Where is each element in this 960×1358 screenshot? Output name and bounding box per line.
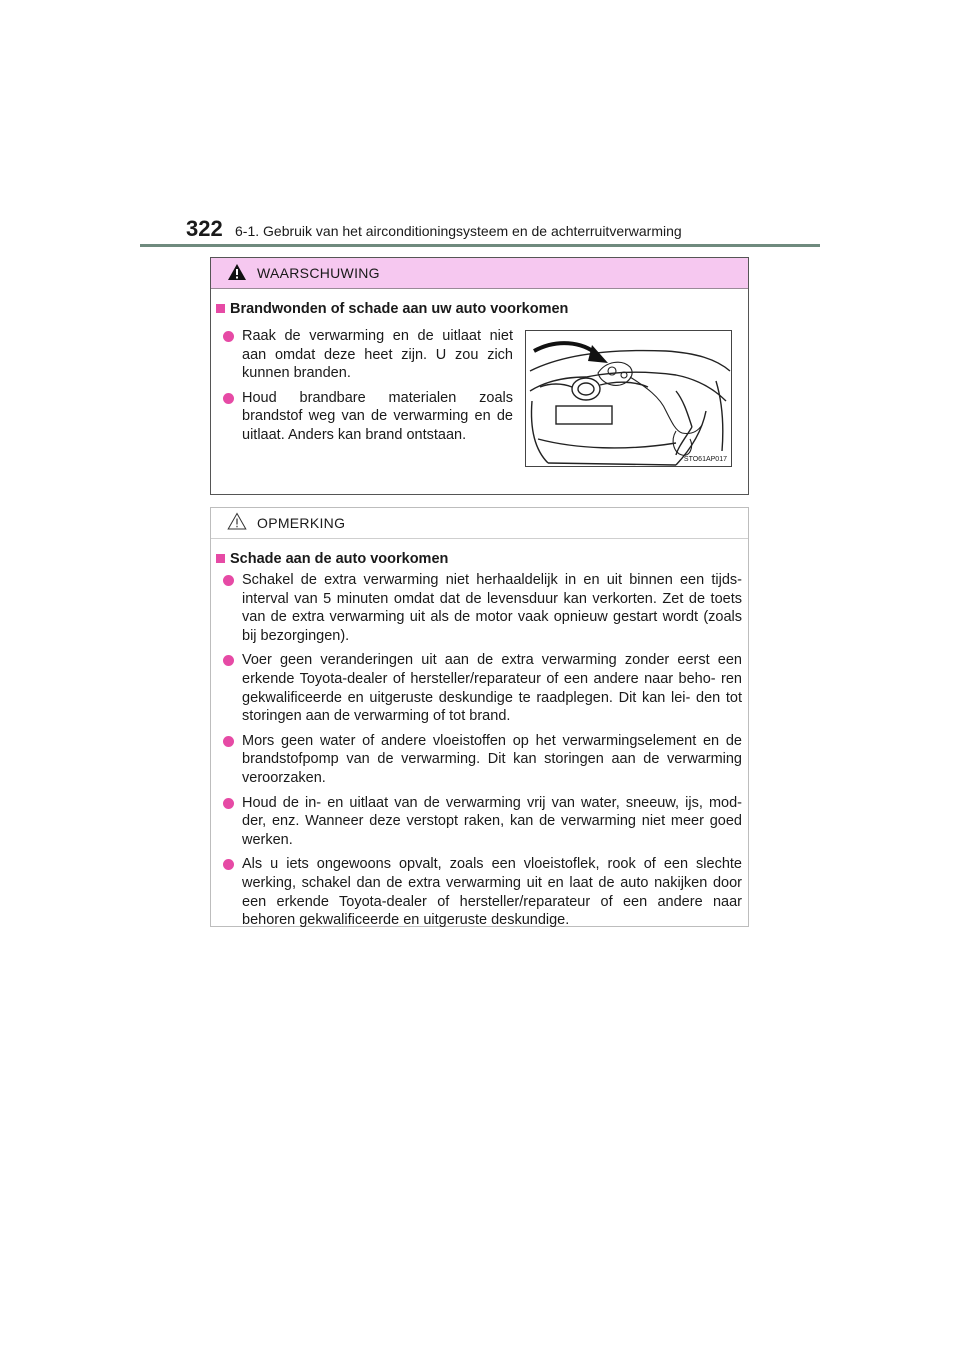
list-item: Houd de in- en uitlaat van de verwarming vrij van water, sneeuw, ijs, mod- der, enz. Wanneer deze verstopt raken, kan de verwarming niet meer goed werken. (223, 794, 742, 850)
square-bullet-icon (216, 554, 225, 563)
chapter-title: 6-1. Gebruik van het airconditioningsysteem en de achterruitverwarming (235, 223, 682, 239)
bullet-dot-icon (223, 575, 234, 586)
bullet-dot-icon (223, 655, 234, 666)
warning-header (211, 258, 748, 289)
page-header (140, 212, 820, 248)
illustration-code: STO61AP017 (683, 456, 727, 463)
bullet-dot-icon (223, 736, 234, 747)
notice-section-title: Schade aan de auto voorkomen (216, 551, 448, 567)
car-front-drawing-icon (526, 331, 731, 466)
header-rule (140, 244, 820, 247)
notice-bullet-list (223, 571, 742, 936)
list-item: Schakel de extra verwarming niet herhaaldelijk in en uit binnen een tijds- interval van 5 minuten omdat dat de levensduur kan verkorten. Zet de toets van de extra verwarming uit als de motor vaak opnieuw gestart wordt (zoals bij bezorgingen). (223, 571, 742, 645)
bullet-dot-icon (223, 798, 234, 809)
list-item: Mors geen water of andere vloeistoffen op het verwarmingselement en de brandstofpomp van de verwarming. Dit kan storingen aan de verwarming veroorzaken. (223, 732, 742, 788)
list-item: Als u iets ongewoons opvalt, zoals een vloeistoflek, rook of een slechte werking, schakel dan de extra verwarming uit en laat de auto nakijken door een erkende Toyota-dealer of hersteller/reparateur of een andere naar behoren gekwalificeerde en uitgeruste deskundige. (223, 855, 742, 929)
list-item: Voer geen veranderingen uit aan de extra verwarming zonder eerst een erkende Toyota-dealer of hersteller/reparateur of een andere naar beho- ren gekwalificeerde en uitgeruste deskundige te raadplegen. Dit kan lei- den tot storingen aan de verwarming of tot brand. (223, 651, 742, 725)
bullet-dot-icon (223, 331, 234, 342)
page-number: 322 (186, 216, 223, 241)
square-bullet-icon (216, 304, 225, 313)
bullet-dot-icon (223, 393, 234, 404)
warning-label: WAARSCHUWING (257, 265, 380, 281)
warning-triangle-icon (227, 263, 247, 281)
bullet-dot-icon (223, 859, 234, 870)
warning-section-title: Brandwonden of schade aan uw auto voorkomen (216, 301, 568, 317)
list-item: Houd brandbare materialen zoals brandstof weg van de verwarming en de uitlaat. Anders kan brand ontstaan. (223, 389, 513, 445)
notice-header (211, 508, 748, 539)
heater-illustration (525, 330, 732, 467)
caution-triangle-icon (227, 512, 247, 530)
notice-label: OPMERKING (257, 515, 346, 531)
warning-bullet-list (223, 327, 513, 451)
list-item: Raak de verwarming en de uitlaat niet aan omdat deze heet zijn. U zou zich kunnen branden. (223, 327, 513, 383)
